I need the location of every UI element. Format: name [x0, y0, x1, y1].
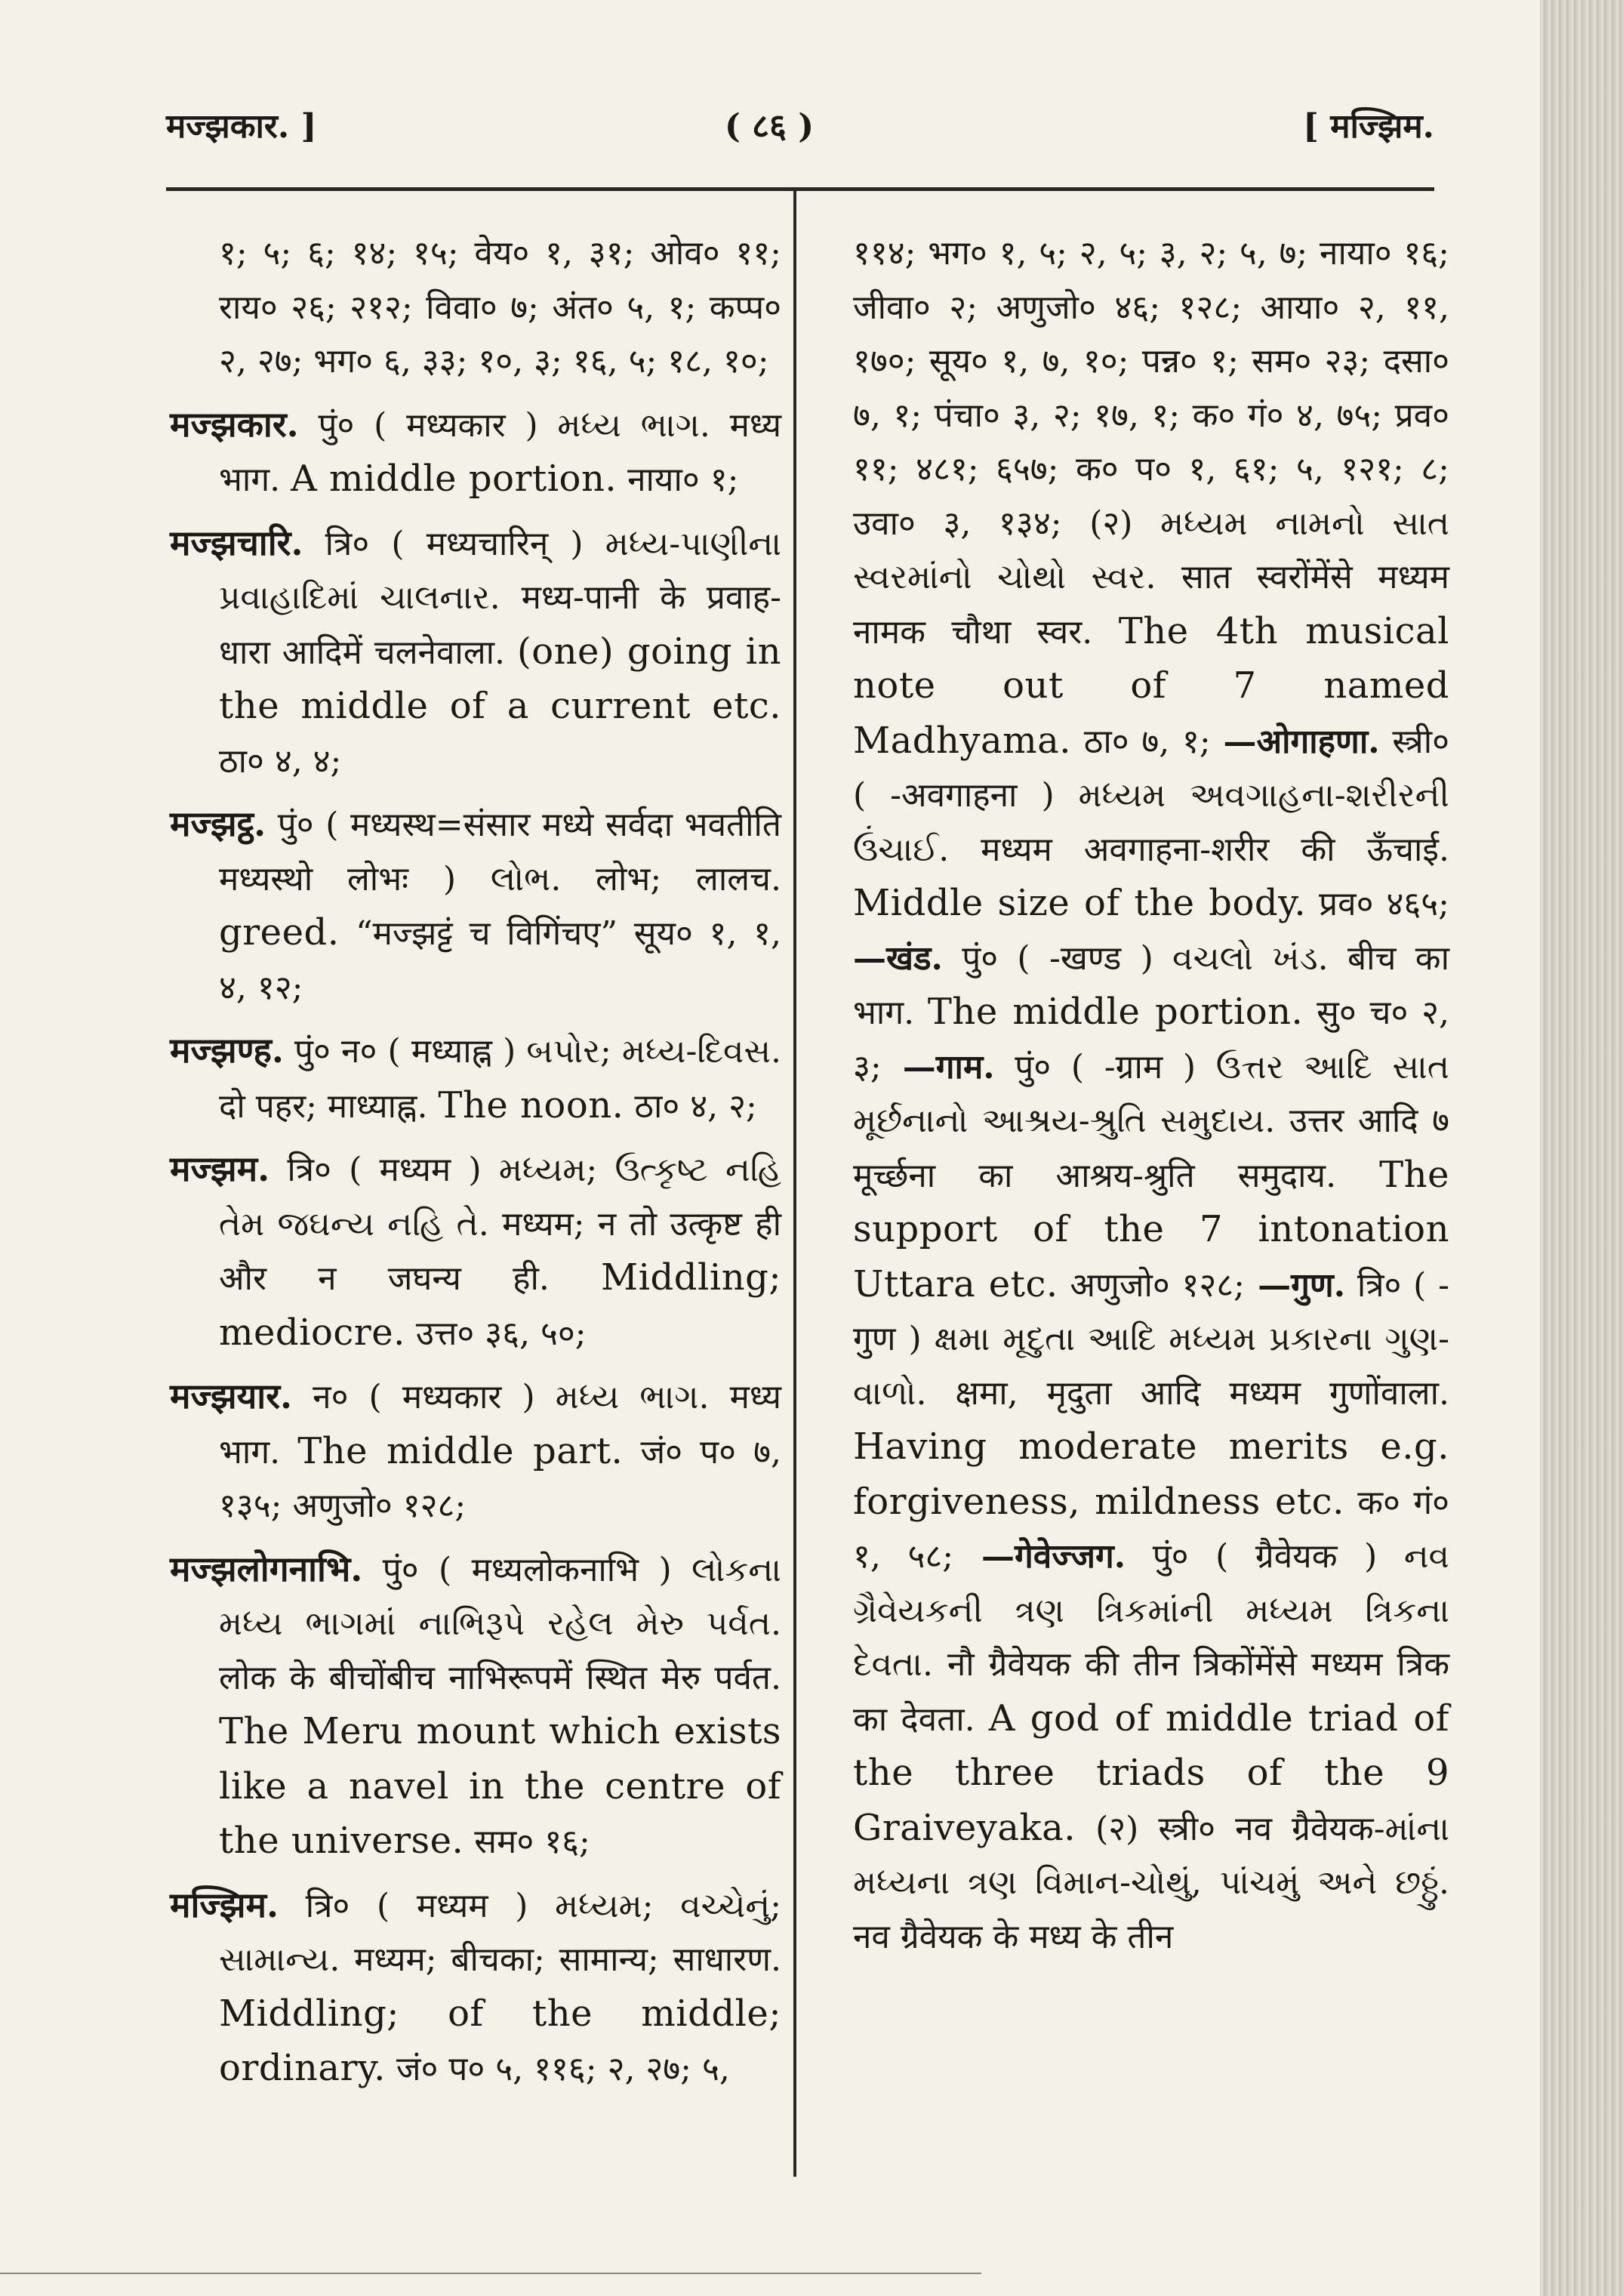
entry-text: त्रि० ( मध्यम ) મધ્યમ; વચ્ચેનું; સામાન્ય. मध्यम; बीचका; सामान्य; साधारण.	[219, 1886, 781, 1979]
dictionary-entry	[170, 1024, 781, 1133]
headword: मज्झट्ठ.	[170, 803, 266, 844]
dictionary-entry	[170, 398, 781, 507]
dictionary-entry	[170, 516, 781, 789]
headword: मज्झलोगनाभि.	[170, 1548, 363, 1589]
english-gloss: Middling; of the middle; ordinary.	[219, 1992, 781, 2089]
entry-refs: उत्त० ३६, ५०;	[405, 1314, 587, 1353]
sub-headword: —गेवेज्जग.	[953, 1537, 1126, 1576]
entry-text: पुं० ( -खण्ड ) વચલો ખંડ. बीच का भाग.	[853, 938, 1449, 1032]
left-column	[170, 227, 781, 2106]
english-gloss: A middle portion.	[291, 458, 617, 500]
entry-refs: क० गं० १, ५८;	[853, 1483, 1450, 1576]
entry-text: स्त्री० ( -अवगाहना ) મધ્યમ અવગાહના-શરીરની ઉંચાઈ. मध्यम अवगाहना-शरीर की ऊँचाई.	[853, 722, 1449, 869]
english-gloss: The middle part.	[297, 1429, 624, 1472]
page-number: ( ८६ )	[725, 107, 815, 146]
entry-text: पुं० ( मध्यलोकनाभि ) લોકના મધ્ય ભાગમાં નાભિરૂપે રહેલ મેરુ પર્વત. लोक के बीचोंबीच नाभिरूपमें स्थित मेरु पर्वत.	[219, 1550, 781, 1697]
english-gloss: The support of the 7 intonation Uttara etc.	[853, 1153, 1449, 1305]
english-gloss: Having moderate merits e.g. forgiveness, mildness etc.	[853, 1425, 1449, 1523]
dictionary-entry	[170, 1142, 781, 1361]
entry-text: त्रि० ( -गुण ) ક્ષમા મૃદુતા આદિ મધ્યમ પ્રકારના ગુણ-વાળો. क्षमा, मृदुता आदि मध्यम गुणोंवाला.	[853, 1265, 1449, 1413]
header-left-guideword: मज्झकार. ]	[166, 107, 317, 146]
headword: मज्झम.	[170, 1148, 270, 1189]
dictionary-entry	[170, 1542, 781, 1869]
entry-refs: “मज्झट्टं च विगिंचए” सूय० १, १, ४, १२;	[219, 914, 781, 1007]
entry-refs: अणुजो० १२८;	[1058, 1265, 1245, 1305]
english-gloss: The Meru mount which exists like a navel in the centre of the universe.	[219, 1710, 781, 1862]
scan-edge	[1540, 0, 1623, 2296]
entry-text: पुं० ( ग्रैवेयक ) નવ ગ્રૈવેયકની ત્રણ ત્રિકમાંની મધ્યમ ત્રિકના દેવતા. नौ ग्रैवेयक की तीन त्रिकोंमेंसे मध्यम त्रिक का देवता.	[853, 1537, 1450, 1739]
right-column	[853, 227, 1449, 1964]
entry-refs: सम० १६;	[463, 1823, 590, 1861]
english-gloss: greed.	[219, 911, 340, 954]
entry-text: त्रि० ( मध्यम ) મધ્યમ; ઉત્કૃષ્ટ નહિ તેમ જઘન્ય નહિ તે. मध्यम; न तो उत्कृष्ट ही और न जघन्य ही.	[219, 1151, 781, 1298]
header-right-guideword: [ मज्झिम.	[1303, 107, 1434, 146]
entry-text: पुं० ( मध्यस्थ=संसार मध्ये सर्वदा भवतीति मध्यस्थो लोभः ) લોભ. लोभ; लालच.	[219, 806, 781, 898]
english-gloss: Middling; mediocre.	[219, 1256, 781, 1354]
header-rule	[166, 187, 1434, 191]
column-divider	[793, 191, 796, 2177]
entry-refs: सु० च० २, ३;	[853, 994, 1449, 1086]
dictionary-entry	[170, 1370, 781, 1533]
entry-refs: नाया० १;	[617, 461, 739, 499]
sub-headword: —खंड.	[853, 938, 943, 978]
entry-text: पुं० ( -ग्राम ) ઉત્તર આદિ સાત મૂર્છનાનો આશ્રય-શ્રુતિ સમુદાય. उत्तर आदि ७ मूर्च्छना का आश्रय-श्रुति समुदाय.	[853, 1047, 1449, 1195]
dictionary-entry	[170, 797, 781, 1015]
entry-refs: ठा० ४, २;	[624, 1086, 757, 1126]
entry-refs: ठा० ४, ४;	[219, 741, 342, 781]
sense-marker: (२)	[1061, 504, 1161, 543]
entry-refs: प्रव० ४६५;	[1306, 885, 1449, 923]
entry-refs: जं० प० ५, ११६; २, २७; ५,	[385, 2050, 730, 2088]
english-gloss: The middle portion.	[927, 991, 1304, 1033]
english-gloss: The noon.	[438, 1083, 624, 1126]
headword: मज्झचारि.	[170, 522, 303, 563]
entry-refs: ठा० ७, १;	[1071, 722, 1211, 761]
headword: मज्झकार.	[170, 403, 299, 445]
english-gloss: Middle size of the body.	[853, 882, 1307, 924]
english-gloss: The 4th musical note out of 7 named Madhyama.	[853, 609, 1449, 762]
entry-text: त्रि० ( मध्यचारिन् ) મધ્ય-પાણીના પ્રવાહાદિમાં ચાલનાર. मध्य-पानी के प्रवाह-धारा आदिमें चलनेवाला.	[219, 524, 781, 672]
sub-headword: —गुण.	[1245, 1265, 1346, 1305]
entry-text: न० ( मध्यकार ) મધ્ય ભાગ. मध्य भाग.	[219, 1378, 781, 1472]
headword: मज्झण्ह.	[170, 1030, 284, 1071]
continuation-refs: ११४; भग० १, ५; २, ५; ३, २; ५, ७; नाया० १६; जीवा० २; अणुजो० ४६; १२८; आया० २, ११, १७०; सूय० १, ७, १०; पन्न० १; सम० २३; दसा० ७, १; पंचा० ३, २; १७, १; क० गं० ४, ७५; प्रव० ११; ४८१; ६५७; क० प० १, ६१; ५, १२१; ८; उवा० ३, १३४;	[853, 234, 1449, 543]
entry-text: पुं० ( मध्यकार ) મધ્ય ભાગ. मध्य भाग.	[219, 405, 781, 499]
headword: मज्झिम.	[170, 1884, 279, 1925]
continued-entry	[853, 227, 1449, 1964]
sub-headword: —ओगाहणा.	[1223, 722, 1380, 761]
continuation-refs: १; ५; ६; १४; १५; वेय० १, ३१; ओव० ११; राय० २६; २१२; विवा० ७; अंत० ५, १; कप्प० २, २७; भग० ६, ३३; १०, ३; १६, ५; १८, १०;	[219, 234, 781, 381]
entry-refs: जं० प० ७, १३५; अणुजो० १२८;	[219, 1432, 781, 1525]
sub-headword: —गाम.	[881, 1047, 995, 1086]
entry-text: (२) स्त्री० नव ग्रैवेयक-માંના મધ્યના ત્રણ વિમાન-ચોથું, પાંચમું અને છઠ્ઠું. नव ग्रैवेयक के मध्य के तीन	[853, 1809, 1449, 1956]
headword: मज्झयार.	[170, 1376, 293, 1416]
english-gloss: (one) going in the middle of a current etc.	[219, 630, 781, 727]
entry-text: पुं० न० ( मध्याह्न ) બપોર; મધ્ય-દિવસ. दो पहर; माध्याह्न.	[219, 1032, 781, 1126]
english-gloss: A god of middle triad of the three triads of the 9 Graiveyaka.	[853, 1697, 1450, 1849]
page-header	[166, 102, 1434, 155]
dictionary-entry	[170, 1878, 781, 2097]
bottom-edge-line	[0, 2273, 981, 2274]
entry-text: મધ્યમ નામનો સાત સ્વરમાંનો ચોથો સ્વર. सात स्वरोंमेंसे मध्यम नामक चौथा स्वर.	[853, 504, 1450, 652]
